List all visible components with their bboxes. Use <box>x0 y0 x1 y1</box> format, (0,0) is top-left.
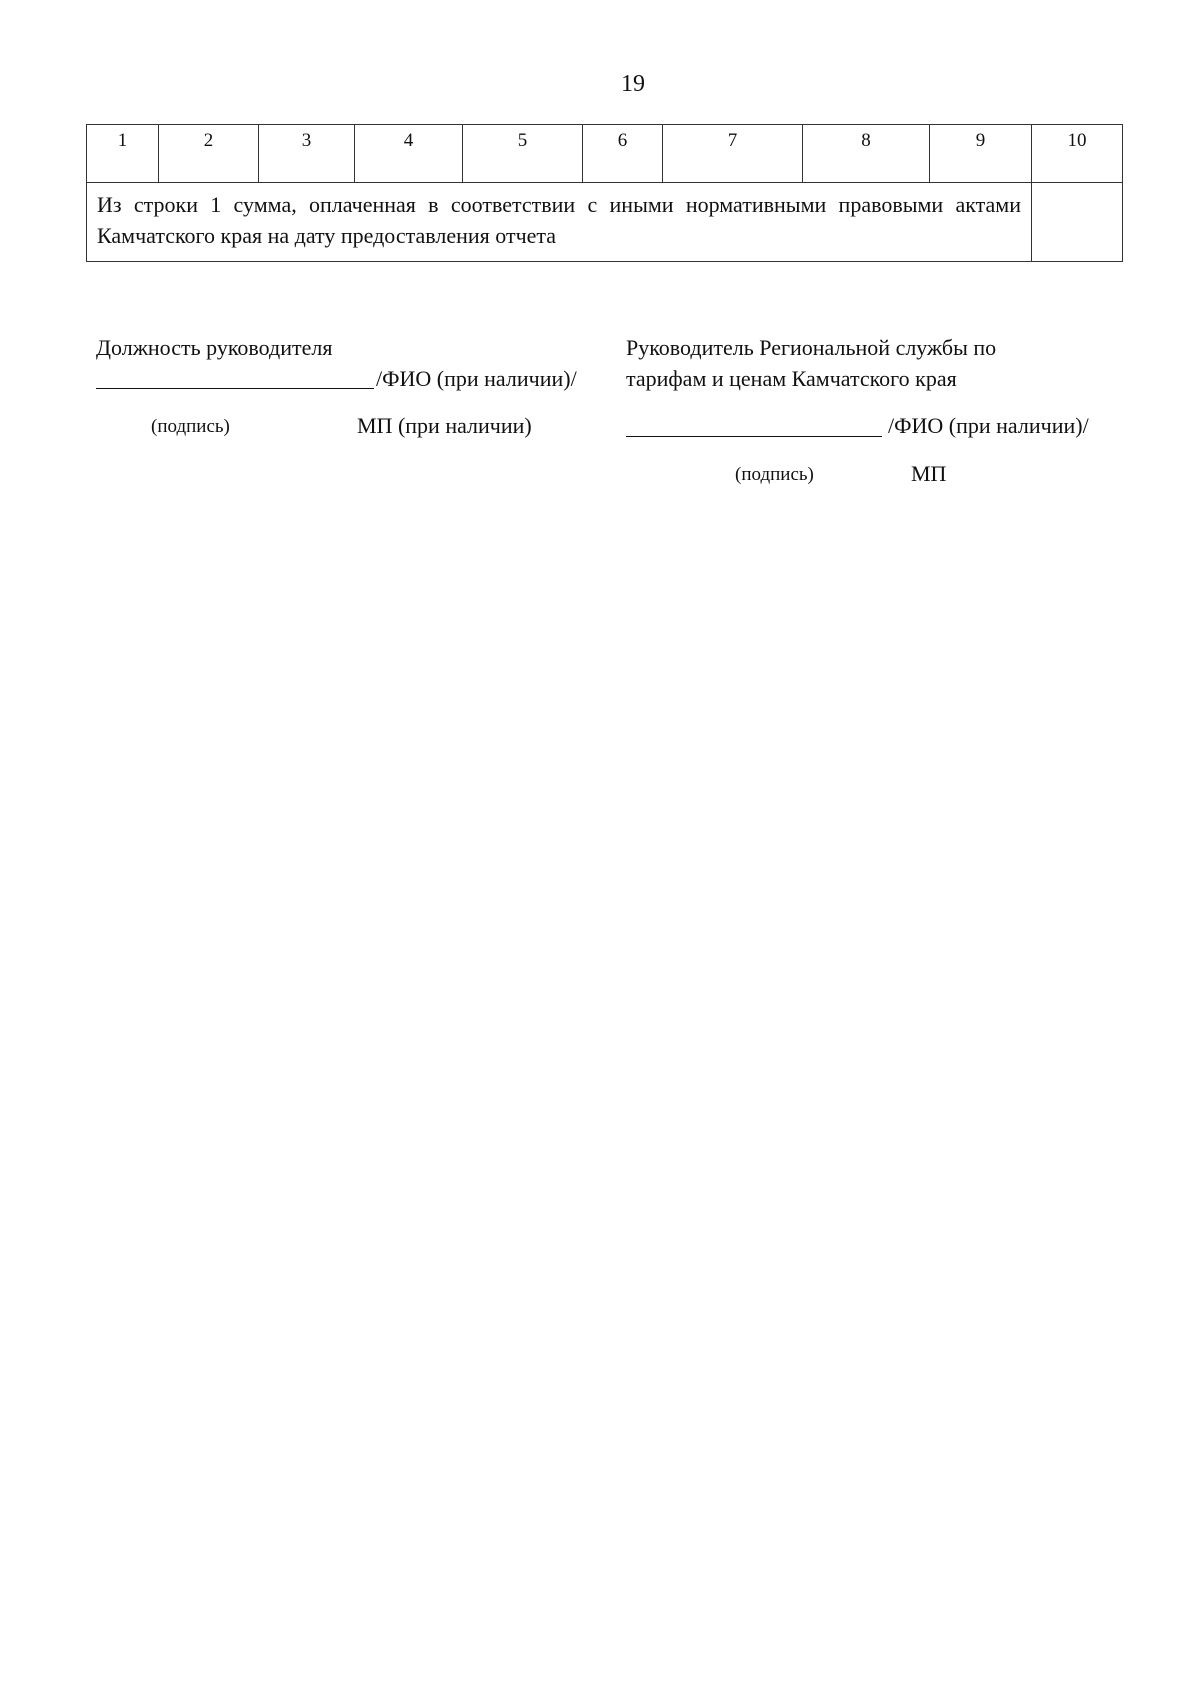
table-header-cell: 6 <box>583 125 663 183</box>
table-header-cell: 10 <box>1032 125 1123 183</box>
left-signature-line <box>96 388 374 389</box>
table-row-text: Из строки 1 сумма, оплаченная в соответствии с иными нормативными правовыми актами Камчатского края на дату предоставления отчета <box>97 192 1021 248</box>
table-header-cell: 2 <box>159 125 259 183</box>
table-row-label-cell <box>87 183 1032 262</box>
table-header-cell: 8 <box>803 125 930 183</box>
left-stamp-label: МП (при наличии) <box>357 413 532 438</box>
left-fio-label: /ФИО (при наличии)/ <box>376 366 577 391</box>
table-row <box>87 183 1123 262</box>
page-number: 19 <box>621 71 645 97</box>
left-position-label: Должность руководителя <box>96 335 333 360</box>
table-header-cell: 1 <box>87 125 159 183</box>
table-header-cell: 4 <box>355 125 463 183</box>
right-stamp-label: МП <box>911 461 947 486</box>
right-fio-label: /ФИО (при наличии)/ <box>888 413 1089 438</box>
right-title-line2: тарифам и ценам Камчатского края <box>626 366 957 391</box>
table-row-value-cell <box>1032 183 1123 262</box>
table-header-cell: 7 <box>663 125 803 183</box>
table-header-cell: 9 <box>930 125 1032 183</box>
table-header-cell: 5 <box>463 125 583 183</box>
right-title-line1: Руководитель Региональной службы по <box>626 335 997 360</box>
left-signature-caption: (подпись) <box>151 416 230 437</box>
report-table <box>86 124 1123 262</box>
right-signature-caption: (подпись) <box>735 464 814 485</box>
table-header-row <box>87 125 1123 183</box>
table-header-cell: 3 <box>259 125 355 183</box>
right-signature-line <box>626 436 882 437</box>
